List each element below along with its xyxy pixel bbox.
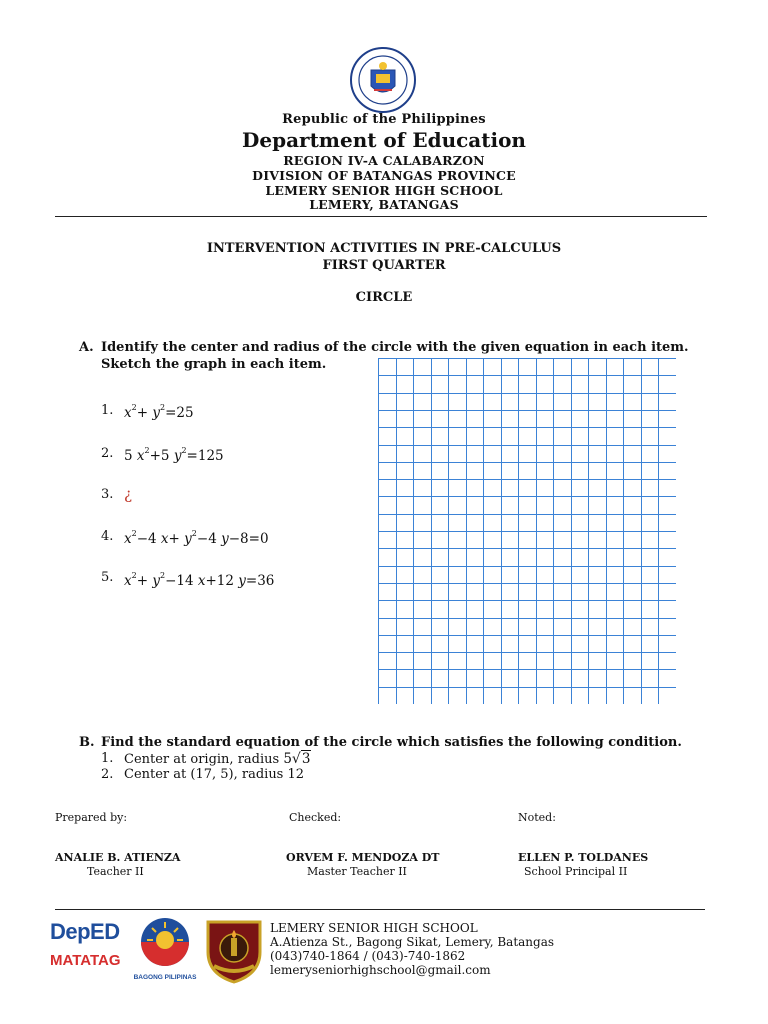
footer-divider <box>55 909 705 910</box>
part-a-instruction: Identify the center and radius of the circle with the given equation in each item. Sketch the graph in each item. <box>101 340 689 372</box>
checker-name: ORVEM F. MENDOZA DT <box>286 851 440 864</box>
deped-seal-icon <box>349 46 417 114</box>
item-b2-number: 2. <box>101 767 114 782</box>
item-b1-number: 1. <box>101 751 114 766</box>
deped-matatag-logo <box>50 920 124 982</box>
item-a3-number: 3. <box>101 487 114 502</box>
matatag-logo-text: MATATAG <box>50 952 121 969</box>
prepared-by-label: Prepared by: <box>55 811 128 824</box>
topic-title: CIRCLE <box>355 290 413 305</box>
item-a2-equation: 5 $x^2+5$ $y^2=125$ <box>124 446 224 464</box>
quarter-title: FIRST QUARTER <box>322 258 446 273</box>
part-b-letter: B. <box>79 735 95 750</box>
item-a2-number: 2. <box>101 446 114 461</box>
checked-label: Checked: <box>289 811 342 824</box>
item-a3-equation: ¿ <box>124 485 133 503</box>
deped-logo-text: DepED <box>50 919 120 944</box>
noter-name: ELLEN P. TOLDANES <box>518 851 649 864</box>
part-a-letter: A. <box>79 340 94 355</box>
item-a4-number: 4. <box>101 529 114 544</box>
footer-school: LEMERY SENIOR HIGH SCHOOL <box>270 921 478 935</box>
region-line: REGION IV-A CALABARZON <box>283 153 485 168</box>
location-line: LEMERY, BATANGAS <box>309 197 459 212</box>
header-divider <box>55 216 707 217</box>
graph-grid-lines <box>378 358 676 704</box>
activity-title: INTERVENTION ACTIVITIES IN PRE-CALCULUS <box>206 241 562 256</box>
bagong-pilipinas-text: BAGONG PILIPINAS <box>133 974 197 981</box>
item-b1-radius: 5√3 <box>283 751 311 767</box>
checker-role: Master Teacher II <box>307 865 407 878</box>
preparer-name: ANALIE B. ATIENZA <box>55 851 181 864</box>
item-a4-equation: $x^2-4$ $x+ y^2-4$ y−8=0 <box>124 529 269 547</box>
school-crest-logo <box>200 916 268 984</box>
department-title: Department of Education <box>242 128 526 152</box>
noter-role: School Principal II <box>524 865 628 878</box>
footer-email[interactable]: lemeryseniorhighschool@gmail.com <box>270 963 491 977</box>
bagong-pilipinas-icon <box>130 916 200 968</box>
division-line: DIVISION OF BATANGAS PROVINCE <box>252 168 516 183</box>
footer-phone: (043)740-1864 / (043)-740-1862 <box>270 949 466 963</box>
item-a1-equation: $x^2+ y^2=25$ <box>124 403 194 421</box>
republic-line: Republic of the Philippines <box>282 112 486 127</box>
school-line: LEMERY SENIOR HIGH SCHOOL <box>265 183 503 198</box>
item-b1-text <box>124 751 311 767</box>
item-b1-label: Center at origin, radius <box>124 752 280 767</box>
bagong-pilipinas-logo <box>130 916 200 982</box>
footer-address: A.Atienza St., Bagong Sikat, Lemery, Batangas <box>270 935 555 949</box>
item-a5-number: 5. <box>101 570 114 585</box>
item-b2-text: Center at (17, 5), radius 12 <box>124 767 305 782</box>
graph-grid <box>378 358 676 704</box>
part-b-instruction: Find the standard equation of the circle which satisfies the following condition. <box>101 735 682 750</box>
item-a1-number: 1. <box>101 403 114 418</box>
noted-label: Noted: <box>518 811 556 824</box>
deped-seal <box>349 46 417 114</box>
school-crest-icon <box>200 916 268 984</box>
item-a5-equation: $x^2+ y^2-14$ x+12 y=36 <box>124 571 275 589</box>
preparer-role: Teacher II <box>87 865 144 878</box>
